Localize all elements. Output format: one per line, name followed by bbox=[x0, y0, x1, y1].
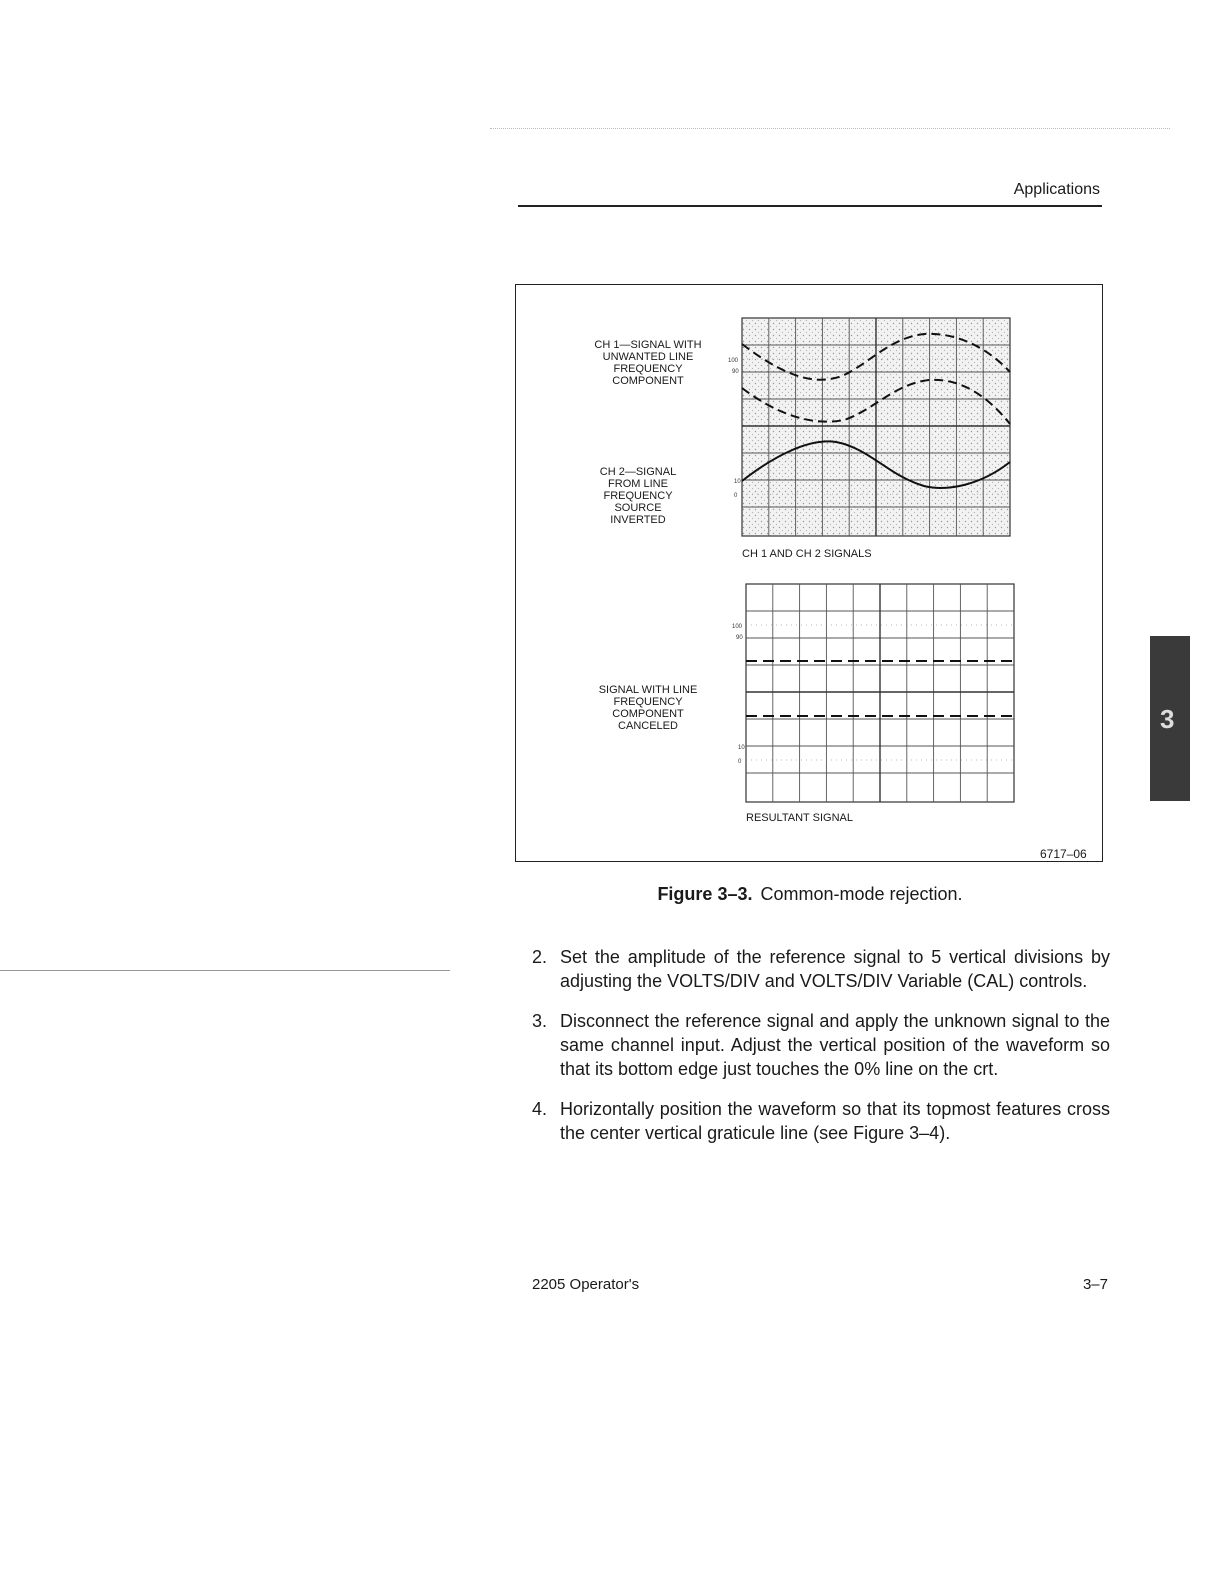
section-title: Applications bbox=[1013, 181, 1100, 198]
label-ch2: CH 2—SIGNAL FROM LINE FREQUENCY SOURCE INVERTED bbox=[599, 466, 677, 526]
screen1-caption: CH 1 AND CH 2 SIGNALS bbox=[742, 548, 872, 560]
mark-0-result: 0 bbox=[738, 759, 742, 765]
section-tab bbox=[1150, 636, 1190, 801]
scope-screen-ch1-ch2 bbox=[724, 316, 1014, 540]
step-text: Disconnect the reference signal and apply the unknown signal to the same channel input. Adjust the vertical position of the waveform so that its bottom edge just touches the 0% line on the crt. bbox=[560, 1011, 1110, 1079]
procedure-steps bbox=[532, 945, 1110, 1161]
mark-100-ch1: 100 bbox=[728, 358, 739, 364]
mark-10-ch1: 10 bbox=[734, 479, 741, 485]
figure-number: Figure 3–3. bbox=[657, 884, 753, 904]
step-4 bbox=[532, 1097, 1110, 1145]
scope-screen-result bbox=[728, 582, 1018, 806]
mark-90-ch1: 90 bbox=[732, 369, 739, 375]
figure-caption-text: Common-mode rejection. bbox=[760, 884, 963, 904]
figure-caption bbox=[500, 884, 1120, 905]
step-number: 4. bbox=[532, 1099, 548, 1119]
step-text: Horizontally position the waveform so that its topmost features cross the center vertical graticule line (see Figure 3–4). bbox=[560, 1099, 1110, 1143]
label-result: SIGNAL WITH LINE FREQUENCY COMPONENT CANCELED bbox=[598, 684, 698, 732]
screen2-caption: RESULTANT SIGNAL bbox=[746, 812, 853, 824]
label-ch1: CH 1—SIGNAL WITH UNWANTED LINE FREQUENCY COMPONENT bbox=[594, 339, 702, 387]
mark-10-result: 10 bbox=[738, 745, 745, 751]
section-tab-label: 3 bbox=[1160, 704, 1175, 734]
step-number: 3. bbox=[532, 1011, 548, 1031]
step-2 bbox=[532, 945, 1110, 993]
footer-manual-title: 2205 Operator's bbox=[532, 1276, 640, 1293]
header-rule bbox=[518, 205, 1102, 207]
step-3 bbox=[532, 1009, 1110, 1081]
mark-90-result: 90 bbox=[736, 635, 743, 641]
footer-page-number: 3–7 bbox=[1082, 1276, 1108, 1293]
step-text: Set the amplitude of the reference signal to 5 vertical divisions by adjusting the VOLTS/DIV and VOLTS/DIV Variable (CAL) controls. bbox=[560, 947, 1110, 991]
step-number: 2. bbox=[532, 947, 548, 967]
scan-artifact-rule bbox=[0, 970, 450, 971]
scan-artifact-line bbox=[490, 128, 1170, 129]
mark-0-ch1: 0 bbox=[734, 493, 738, 499]
mark-100-result: 100 bbox=[732, 624, 743, 630]
figure-id: 6717–06 bbox=[1040, 847, 1087, 861]
